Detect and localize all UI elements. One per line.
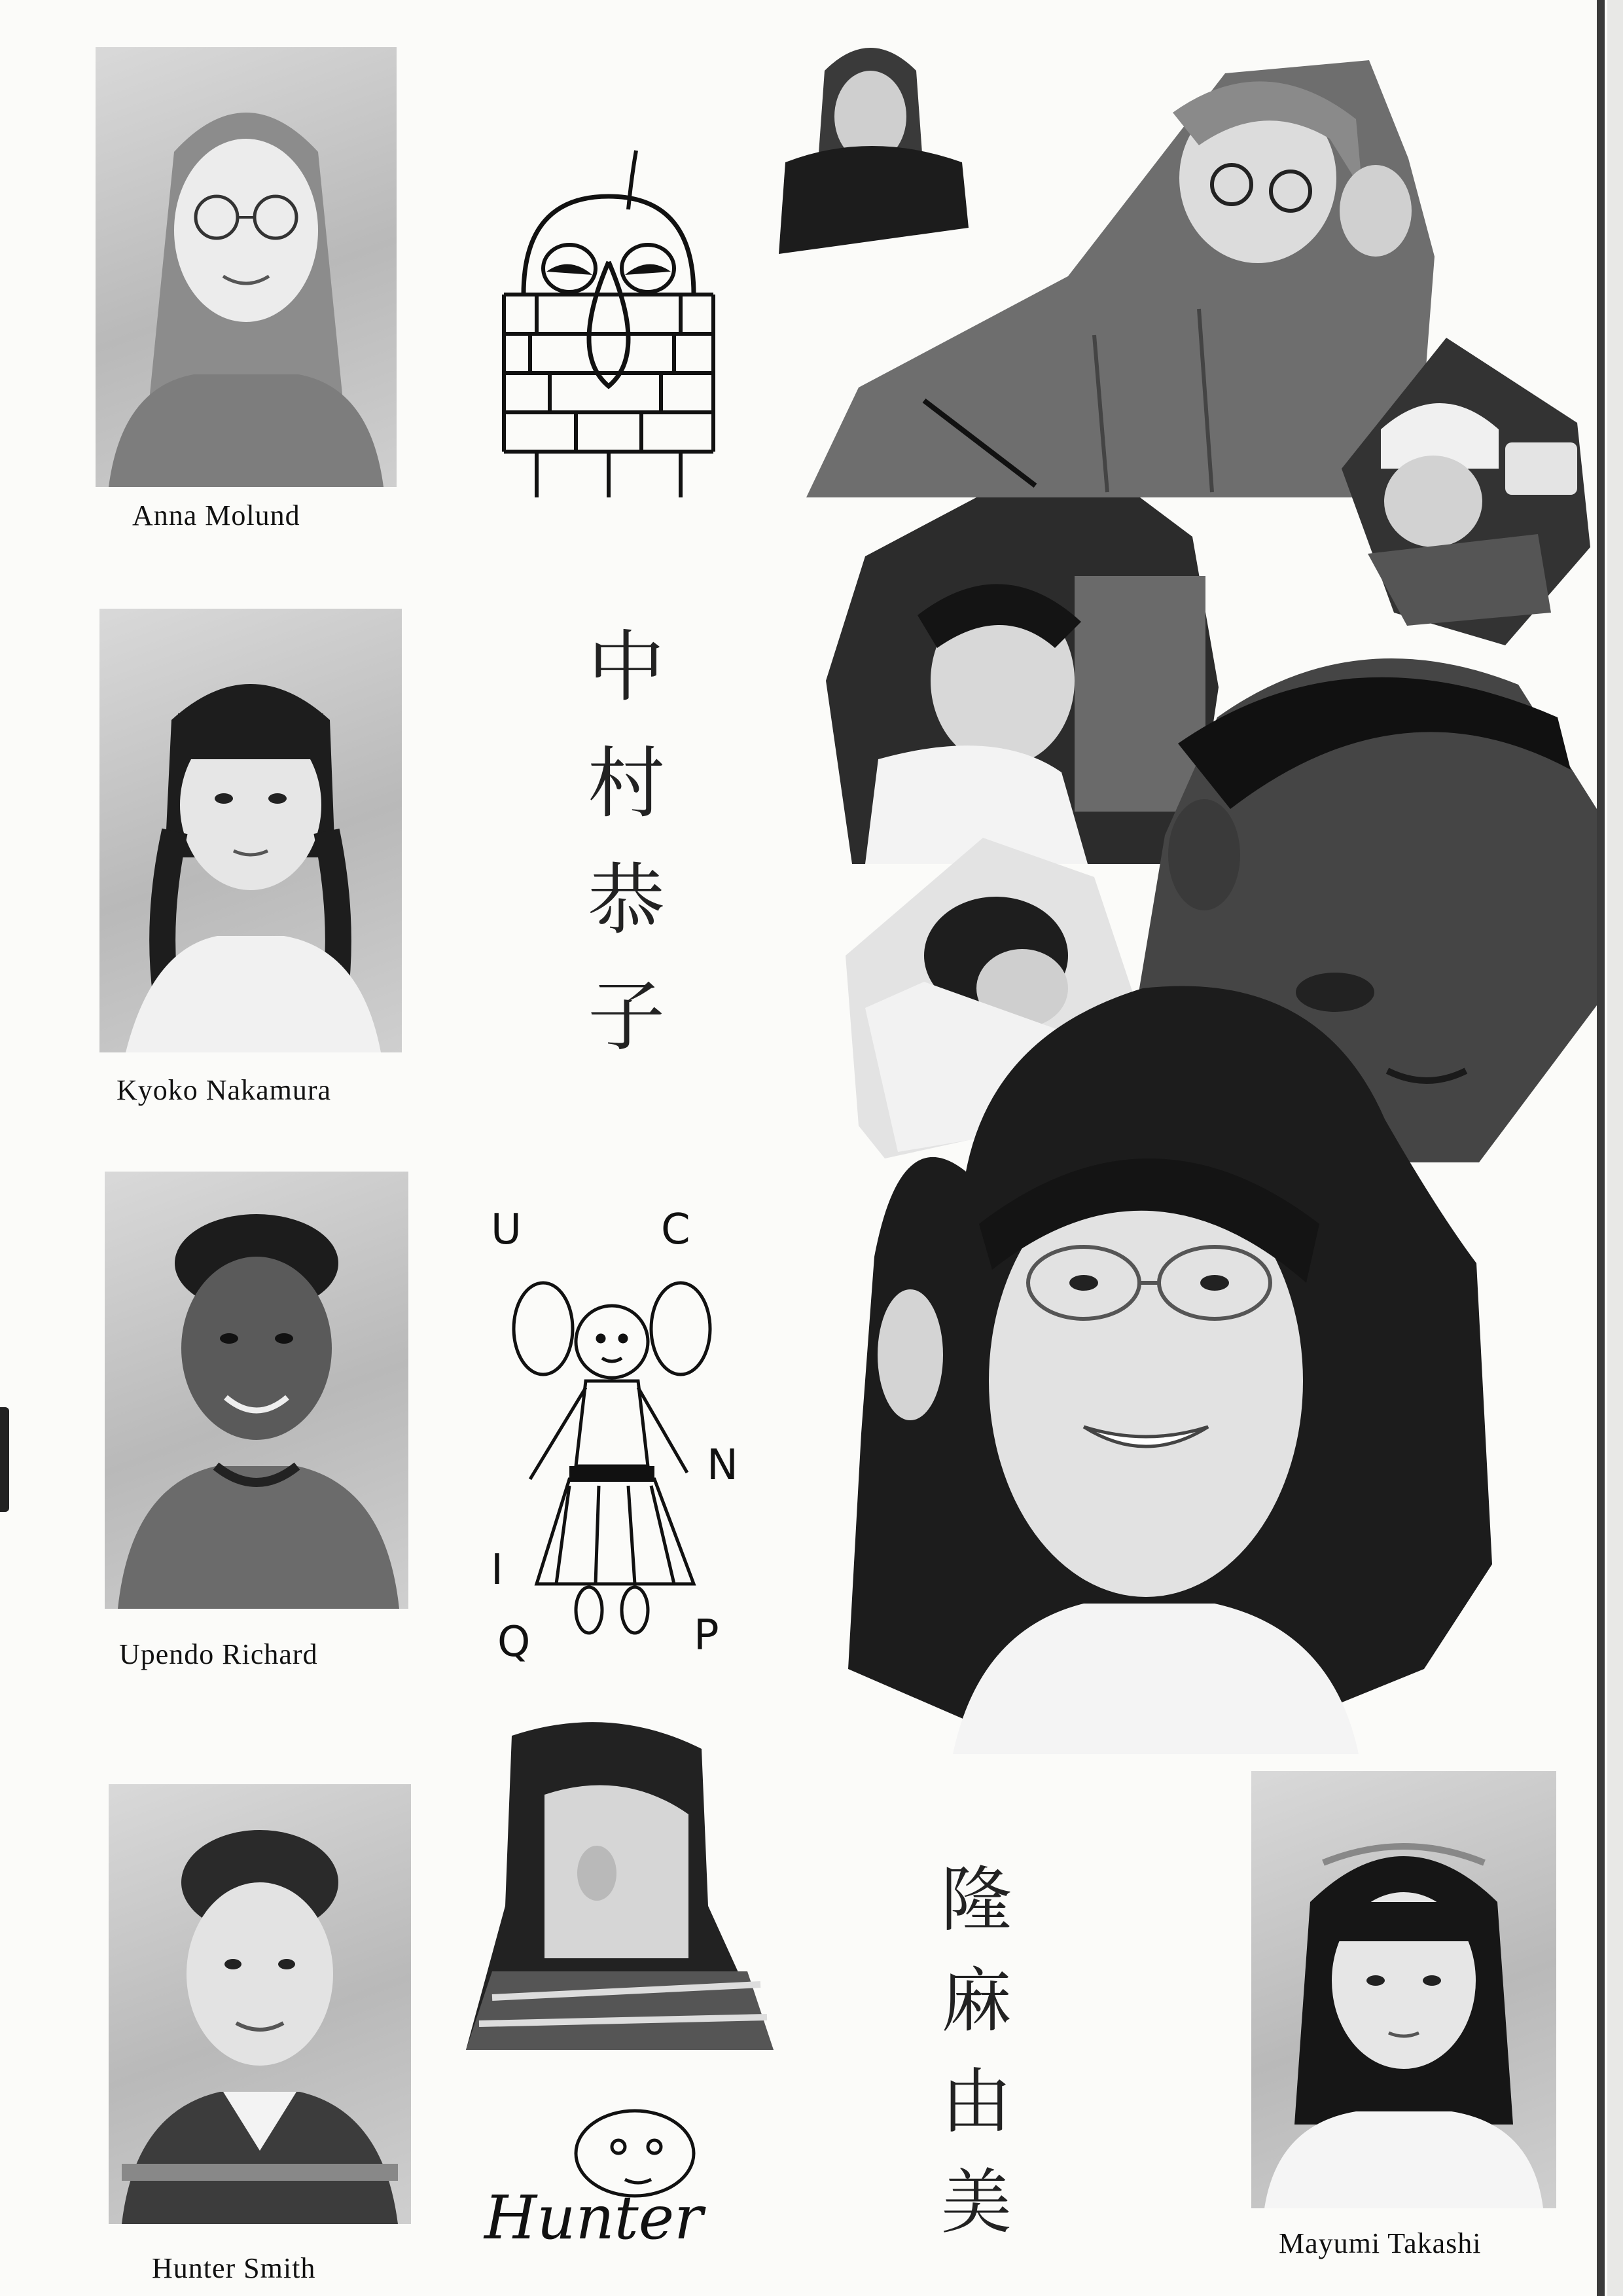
kanji-char: 恭	[588, 855, 666, 945]
page-margin	[1607, 0, 1623, 2296]
portrait-kyoko-nakamura	[99, 609, 402, 1052]
kanji-char: 子	[588, 971, 666, 1062]
upendo-letter-u: U	[491, 1206, 522, 1254]
caption-anna-molund: Anna Molund	[132, 499, 300, 531]
caption-kyoko-nakamura: Kyoko Nakamura	[116, 1074, 332, 1106]
upendo-letter-n: N	[707, 1441, 738, 1490]
portrait-mayumi-takashi	[1251, 1771, 1556, 2208]
kanji-char: 麻	[941, 1960, 1012, 2042]
mayumi-kanji-signature	[941, 1859, 1012, 2244]
photo-girl-white-hat	[1342, 338, 1590, 645]
binding-mark	[0, 1407, 9, 1512]
kanji-char: 村	[588, 738, 666, 829]
photo-girl-drawing-glasses	[806, 60, 1435, 497]
kanji-char: 由	[941, 2061, 1012, 2143]
caption-mayumi-takashi: Mayumi Takashi	[1279, 2227, 1482, 2259]
upendo-letter-c: C	[661, 1206, 690, 1254]
upendo-letter-p: P	[694, 1611, 719, 1660]
portrait-upendo-richard	[105, 1172, 408, 1609]
kanji-char: 美	[941, 2162, 1012, 2244]
portrait-hunter-smith	[109, 1784, 411, 2224]
page-edge	[1597, 0, 1605, 2296]
hunter-signature-text: Hunter	[484, 2183, 704, 2253]
hunter-signature-drawing	[471, 2108, 759, 2258]
upendo-letter-q: Q	[497, 1618, 531, 1662]
photo-hunter-profile	[466, 1710, 774, 2050]
caption-hunter-smith: Hunter Smith	[152, 2252, 316, 2284]
portrait-anna-molund	[96, 47, 397, 487]
brick-wall-drawing	[497, 144, 720, 511]
kanji-char: 中	[588, 622, 666, 712]
upendo-letter-i: I	[491, 1546, 503, 1594]
upendo-girl-drawing	[478, 1191, 753, 1662]
photo-mayumi-closeup	[848, 975, 1492, 1754]
kyoko-kanji-signature	[588, 622, 666, 1062]
caption-upendo-richard: Upendo Richard	[119, 1638, 318, 1670]
kanji-char: 隆	[941, 1859, 1012, 1941]
